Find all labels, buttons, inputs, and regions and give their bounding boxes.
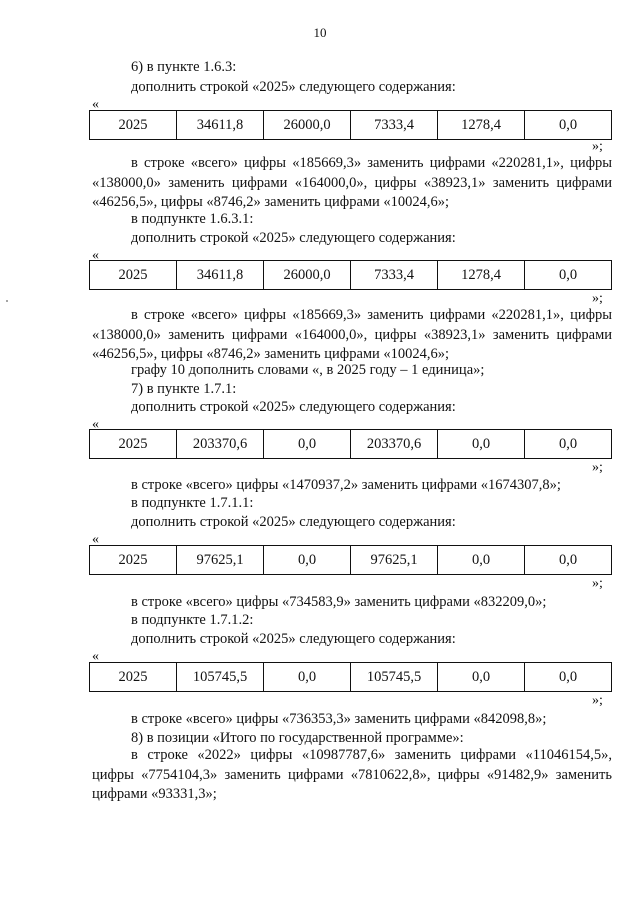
table-cell: 0,0	[525, 261, 612, 290]
column-addition-text: графу 10 дополнить словами «, в 2025 году – 1 единица»;	[131, 362, 485, 378]
replace-text: в строке «всего» цифры «1470937,2» заменить цифрами «1674307,8»;	[131, 477, 561, 493]
table-cell: 105745,5	[351, 663, 438, 692]
data-table-1	[89, 110, 612, 140]
table-cell: 0,0	[438, 663, 525, 692]
table-cell: 0,0	[264, 663, 351, 692]
replace-paragraph: в строке «всего» цифры «185669,3» заменить цифрами «220281,1», цифры «138000,0» заменить цифрами «164000,0», цифры «38923,1» заменить цифрами «46256,5», цифры «8746,2» заменить цифрами «10024,6»;	[92, 155, 612, 210]
item-6-heading: 6) в пункте 1.6.3:	[131, 59, 237, 75]
table-cell: 0,0	[525, 430, 612, 459]
open-quote: «	[92, 248, 99, 263]
table-cell: 2025	[90, 111, 177, 140]
subitem-heading: в подпункте 1.7.1.2:	[131, 612, 254, 628]
replace-text: в строке «всего» цифры «734583,9» заменить цифрами «832209,0»;	[131, 594, 547, 610]
page-number: 10	[313, 25, 327, 40]
replace-paragraph: в строке «всего» цифры «185669,3» заменить цифрами «220281,1», цифры «138000,0» заменить цифрами «164000,0», цифры «38923,1» заменить цифрами «46256,5», цифры «8746,2» заменить цифрами «10024,6»;	[92, 307, 612, 362]
table-cell: 0,0	[525, 111, 612, 140]
subitem-heading: в подпункте 1.6.3.1:	[131, 211, 254, 227]
table-row	[90, 430, 612, 459]
scan-speck	[6, 300, 8, 302]
item-7-heading: 7) в пункте 1.7.1:	[131, 381, 237, 397]
table-cell: 2025	[90, 430, 177, 459]
close-mark: »;	[592, 460, 603, 475]
add-row-instruction: дополнить строкой «2025» следующего содержания:	[131, 514, 456, 530]
table-cell: 0,0	[525, 546, 612, 575]
data-table-5	[89, 662, 612, 692]
table-cell: 2025	[90, 546, 177, 575]
item-8-heading: 8) в позиции «Итого по государственной программе»:	[131, 730, 464, 746]
table-cell: 7333,4	[351, 111, 438, 140]
table-cell: 97625,1	[177, 546, 264, 575]
table-cell: 34611,8	[177, 111, 264, 140]
open-quote: «	[92, 417, 99, 432]
table-cell: 0,0	[438, 546, 525, 575]
replace-paragraph: в строке «2022» цифры «10987787,6» заменить цифрами «11046154,5», цифры «7754104,3» заменить цифрами «7810622,8», цифры «91482,9» заменить цифрами «93331,3»;	[92, 747, 612, 802]
table-cell: 0,0	[264, 430, 351, 459]
table-cell: 26000,0	[264, 111, 351, 140]
add-row-instruction: дополнить строкой «2025» следующего содержания:	[131, 230, 456, 246]
close-mark: »;	[592, 291, 603, 306]
table-cell: 7333,4	[351, 261, 438, 290]
data-table-3	[89, 429, 612, 459]
table-cell: 203370,6	[177, 430, 264, 459]
table-cell: 26000,0	[264, 261, 351, 290]
table-cell: 97625,1	[351, 546, 438, 575]
data-table-2	[89, 260, 612, 290]
table-row	[90, 111, 612, 140]
table-row	[90, 261, 612, 290]
close-mark: »;	[592, 576, 603, 591]
table-cell: 34611,8	[177, 261, 264, 290]
table-row	[90, 663, 612, 692]
open-quote: «	[92, 97, 99, 112]
table-cell: 0,0	[525, 663, 612, 692]
table-cell: 2025	[90, 663, 177, 692]
close-mark: »;	[592, 139, 603, 154]
table-cell: 2025	[90, 261, 177, 290]
data-table-4	[89, 545, 612, 575]
subitem-heading: в подпункте 1.7.1.1:	[131, 495, 254, 511]
table-cell: 1278,4	[438, 261, 525, 290]
add-row-instruction: дополнить строкой «2025» следующего содержания:	[131, 631, 456, 647]
table-cell: 0,0	[264, 546, 351, 575]
table-cell: 203370,6	[351, 430, 438, 459]
add-row-instruction: дополнить строкой «2025» следующего содержания:	[131, 79, 456, 95]
add-row-instruction: дополнить строкой «2025» следующего содержания:	[131, 399, 456, 415]
table-cell: 105745,5	[177, 663, 264, 692]
table-cell: 0,0	[438, 430, 525, 459]
open-quote: «	[92, 649, 99, 664]
open-quote: «	[92, 532, 99, 547]
table-cell: 1278,4	[438, 111, 525, 140]
replace-text: в строке «всего» цифры «736353,3» заменить цифрами «842098,8»;	[131, 711, 547, 727]
close-mark: »;	[592, 693, 603, 708]
table-row	[90, 546, 612, 575]
